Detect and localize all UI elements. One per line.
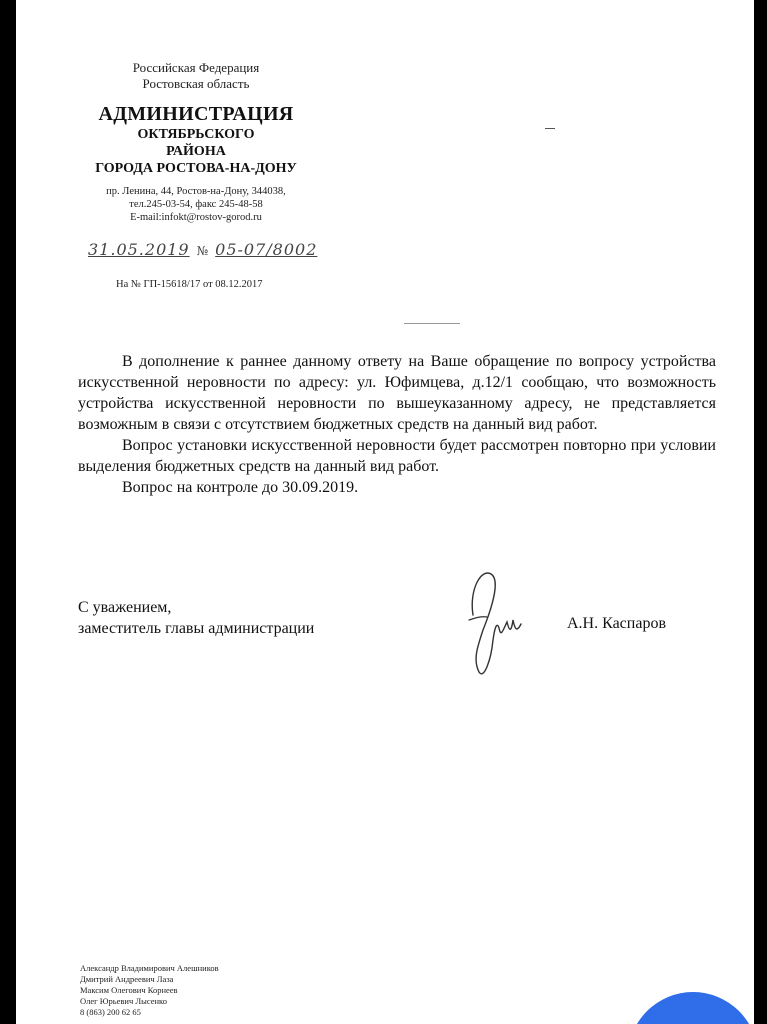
executor-name: Александр Владимирович Алешников	[80, 963, 219, 973]
regards-text: С уважением,	[78, 599, 172, 616]
org-title: АДМИНИСТРАЦИЯ	[98, 103, 294, 125]
email-line: E-mail:infokt@rostov-gorod.ru	[130, 212, 262, 223]
org-district-word: РАЙОНА	[166, 144, 226, 159]
floating-action-button[interactable]	[628, 992, 754, 1024]
reference-line: На № ГП-15618/17 от 08.12.2017	[116, 279, 263, 290]
registration-number: 05-07/8002	[215, 240, 318, 259]
scan-mark	[404, 323, 460, 324]
signer-position: заместитель главы администрации	[78, 620, 315, 637]
org-city: ГОРОДА РОСТОВА-НА-ДОНУ	[95, 161, 297, 176]
org-district: ОКТЯБРЬСКОГО	[137, 127, 255, 142]
scan-mark	[545, 128, 555, 129]
letterhead	[16, 60, 376, 224]
address-line: пр. Ленина, 44, Ростов-на-Дону, 344038,	[106, 186, 286, 197]
country-line: Российская Федерация	[132, 60, 260, 75]
executor-name: Олег Юрьевич Лысенко	[80, 996, 167, 1006]
registration-date: 31.05.2019	[88, 240, 190, 259]
letter-body	[78, 351, 716, 498]
registration-stamp	[88, 240, 317, 259]
signer-name: А.Н. Каспаров	[567, 615, 666, 632]
executors-block	[80, 963, 219, 1018]
document-page	[16, 0, 754, 1024]
number-label: №	[196, 244, 209, 258]
executor-phone: 8 (863) 200 62 65	[80, 1007, 141, 1017]
phone-fax-line: тел.245-03-54, факс 245-48-58	[129, 199, 263, 210]
executor-name: Максим Олегович Корнеев	[80, 985, 178, 995]
handwritten-signature	[451, 560, 531, 680]
body-paragraph: Вопрос на контроле до 30.09.2019.	[122, 479, 359, 496]
body-paragraph: Вопрос установки искусственной неровности будет рассмотрен повторно при условии выделения бюджетных средств на данный вид работ.	[78, 437, 716, 475]
executor-name: Дмитрий Андреевич Лаза	[80, 974, 174, 984]
region-line: Ростовская область	[142, 76, 250, 91]
body-paragraph: В дополнение к раннее данному ответу на Ваше обращение по вопросу устройства искусственной неровности по адресу: ул. Юфимцева, д.12/1 сообщаю, что возможность устройства искусственной неровности по вышеуказанному адресу, не представляется возможным в связи с отсутствием бюджетных средств на данный вид работ.	[78, 353, 716, 433]
closing-block	[78, 597, 314, 639]
